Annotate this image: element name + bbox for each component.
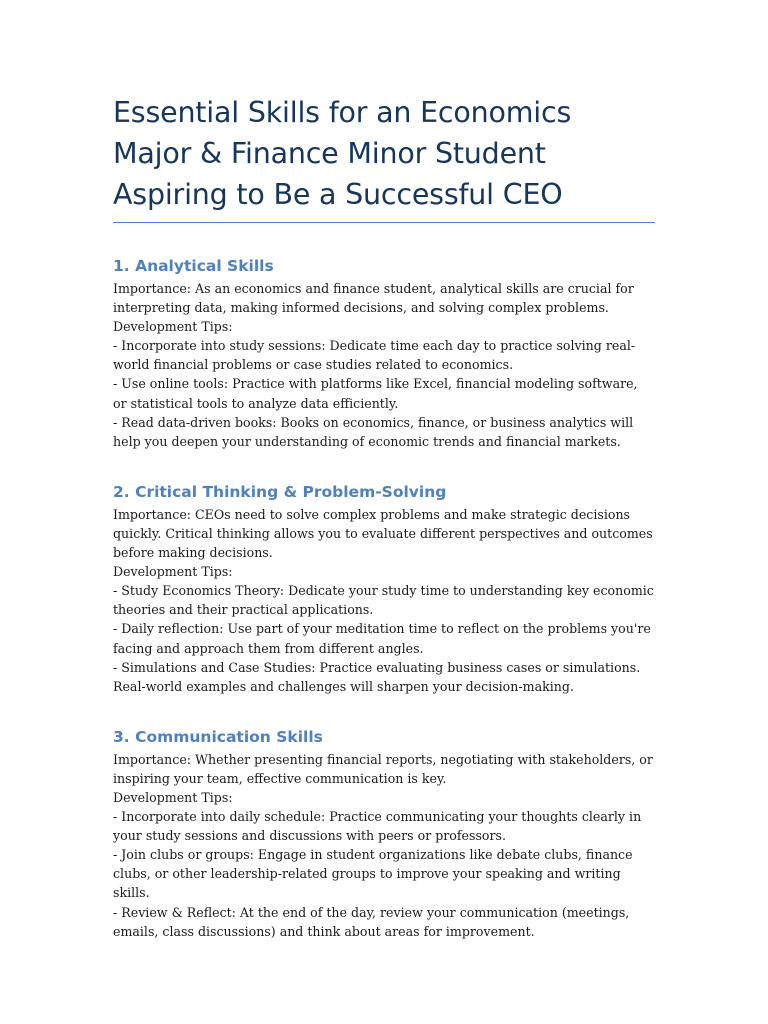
tips-label: Development Tips: <box>113 564 233 580</box>
title-divider <box>113 222 655 223</box>
tip-item: - Simulations and Case Studies: Practice evaluating business cases or simulations. Real-world examples and challenges will sharpen your decision-making. <box>113 659 641 694</box>
section-heading: 1. Analytical Skills <box>113 257 274 275</box>
tip-item: - Daily reflection: Use part of your meditation time to reflect on the problems you're facing and approach them from different angles. <box>113 621 651 656</box>
section-heading: 3. Communication Skills <box>113 727 323 746</box>
tip-item: - Review & Reflect: At the end of the day, review your communication (meetings, emails, class discussions) and think about areas for improvement. <box>113 904 630 939</box>
section-body <box>113 505 655 696</box>
section-heading: 2. Critical Thinking & Problem-Solving <box>113 482 447 501</box>
section-analytical-skills <box>113 255 655 451</box>
tip-item: - Incorporate into daily schedule: Practice communicating your thoughts clearly in your study sessions and discussions with peers or professors. <box>113 809 642 844</box>
tip-item: - Incorporate into study sessions: Dedicate time each day to practice solving real-world financial problems or case studies related to economics. <box>113 338 636 373</box>
tip-item: - Study Economics Theory: Dedicate your study time to understanding key economic theories and their practical applications. <box>113 583 654 618</box>
section-body <box>113 750 655 941</box>
section-communication-skills <box>113 726 655 941</box>
section-critical-thinking <box>113 481 655 696</box>
importance-text: Importance: CEOs need to solve complex problems and make strategic decisions quickly. Critical thinking allows you to evaluate different perspectives and outcomes before making decisions. <box>113 506 653 561</box>
document-page <box>113 92 655 941</box>
tip-item: - Read data-driven books: Books on economics, finance, or business analytics will help you deepen your understanding of economic trends and financial markets. <box>113 414 634 449</box>
importance-text: Importance: Whether presenting financial reports, negotiating with stakeholders, or inspiring your team, effective communication is key. <box>113 751 653 786</box>
tips-label: Development Tips: <box>113 789 233 805</box>
tips-label: Development Tips: <box>113 319 233 335</box>
document-title: Essential Skills for an Economics Major & Finance Minor Student Aspiring to Be a Successful CEO <box>113 96 572 211</box>
tip-item: - Join clubs or groups: Engage in student organizations like debate clubs, finance clubs, or other leadership-related groups to improve your speaking and writing skills. <box>113 847 633 901</box>
importance-text: Importance: As an economics and finance student, analytical skills are crucial for interpreting data, making informed decisions, and solving complex problems. <box>113 281 634 316</box>
tip-item: - Use online tools: Practice with platforms like Excel, financial modeling software, or statistical tools to analyze data efficiently. <box>113 376 638 411</box>
section-body <box>113 279 655 451</box>
